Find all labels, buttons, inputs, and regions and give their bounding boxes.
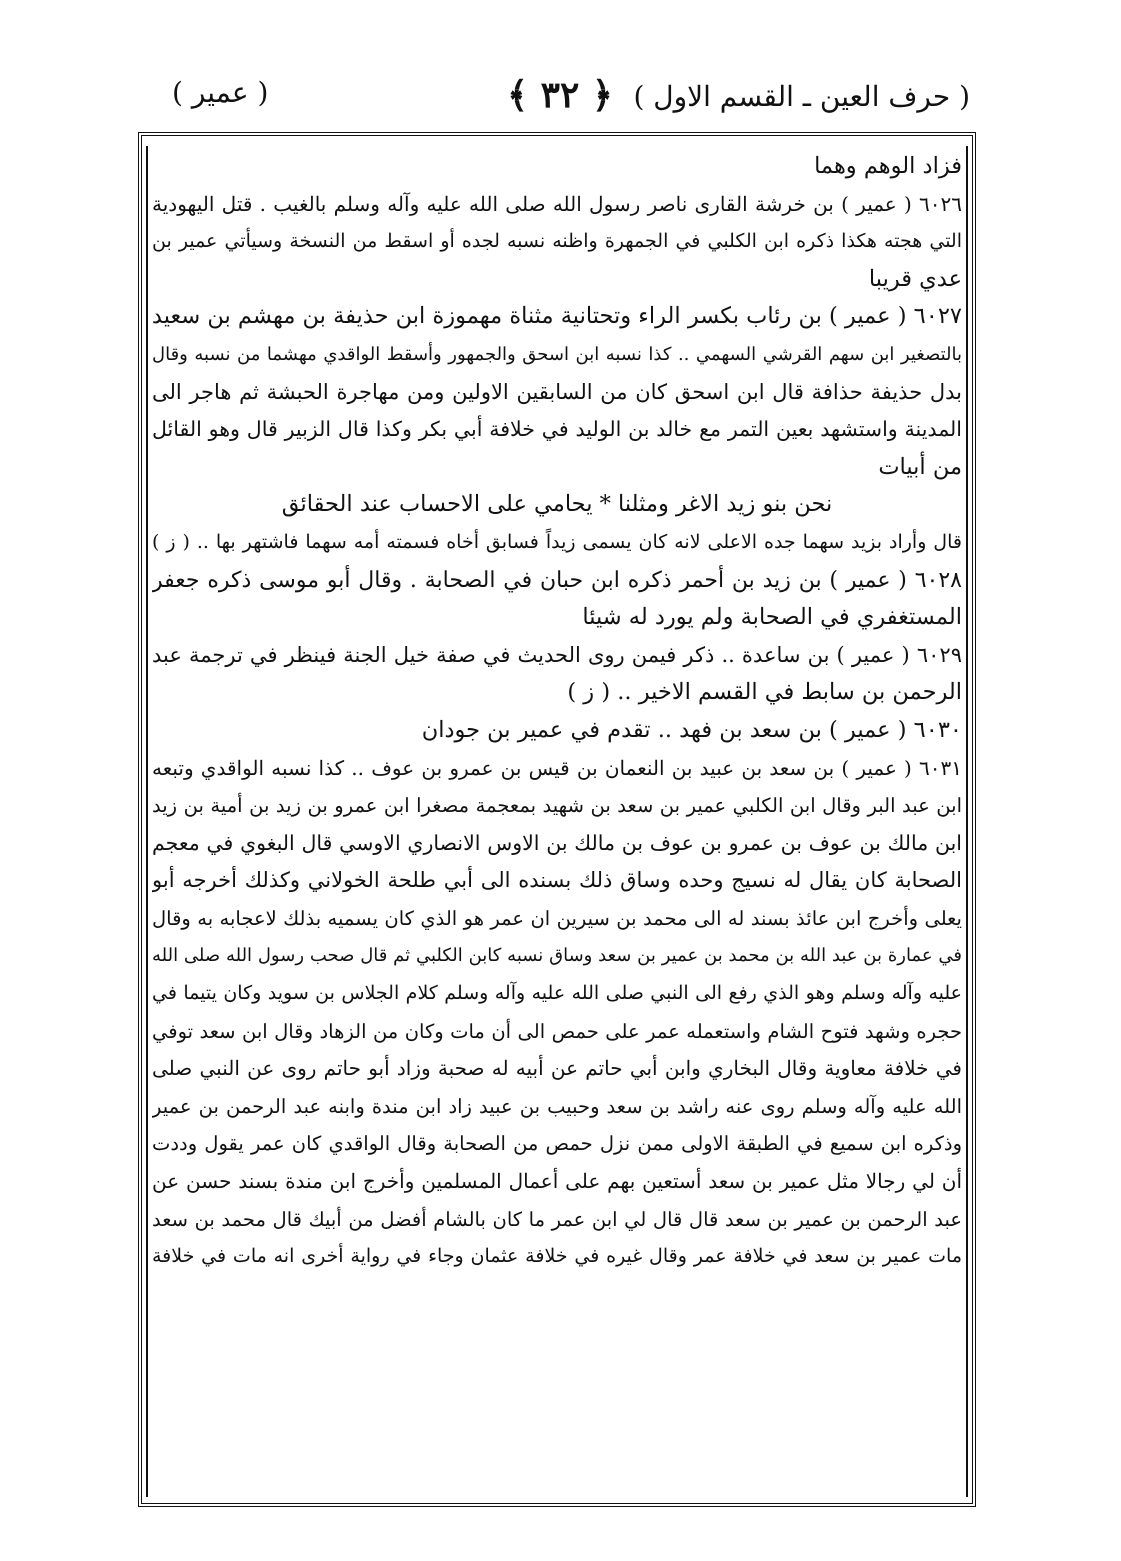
text-line: أن لي رجالا مثل عمير بن سعد أستعين بهم على أعمال المسلمين وأخرج ابن مندة بسند حسن عن [152,1169,962,1194]
page-number: ﴿ ٣٢ ﴾ [507,74,613,116]
text-line: من أبيات [878,453,962,480]
text-line: حجره وشهد فتوح الشام واستعمله عمر على حمص الى أن مات وكان من الزهاد وقال ابن سعد توفي [152,1019,962,1043]
text-line: الله عليه وآله وسلم روى عنه راشد بن سعد وحبيب بن عبيد زاد ابن مندة وابنه عبد الرحمن بن عمير [152,1094,962,1118]
entry-6029: ٦٠٢٩ ( عمير ) بن ساعدة .. ذكر فيمن روى الحديث في صفة خيل الجنة فينظر في ترجمة عبد [152,642,962,667]
entry-6026: ٦٠٢٦ ( عمير ) بن خرشة القارى ناصر رسول الله صلى الله عليه وآله وسلم بالغيب . قتل اليهودية [152,191,962,216]
entry-6027: ٦٠٢٧ ( عمير ) بن رئاب بكسر الراء وتحتانية مثناة مهموزة ابن حذيفة بن مهشم بن سعيد [152,303,962,330]
text-line: المدينة واستشهد بعين التمر مع خالد بن الوليد في خلافة أبي بكر وكذا قال الزبير قال وهو القائل [152,417,962,442]
entry-6030: ٦٠٣٠ ( عمير ) بن سعد بن فهد .. تقدم في عمير بن جودان [421,716,962,743]
text-line: يعلى وأخرج ابن عائذ بسند له الى محمد بن سيرين ان عمر هو الذي كان يسميه بذلك لاعجابه به وقال [152,906,962,930]
text-line: ابن مالك بن عوف بن عمرو بن عوف بن مالك بن الاوس الانصاري الاوسي قال البغوي في معجم [152,830,962,855]
text-line: بدل حذيفة حذافة قال ابن اسحق كان من السابقين الاولين ومن مهاجرة الحبشة ثم هاجر الى [152,379,962,404]
chapter-title: ( حرف العين ـ القسم الاول ) [633,80,970,113]
text-line: التي هجته هكذا ذكره ابن الكلبي في الجمهرة واظنه نسبه لجده أو اسقط من النسخة وسيأتي عمير بن [152,230,962,253]
page-header [150,70,970,120]
entry-6028: ٦٠٢٨ ( عمير ) بن زيد بن أحمر ذكره ابن حبان في الصحابة . وقال أبو موسى ذكره جعفر [152,567,962,593]
text-line: مات عمير بن سعد في خلافة عمر وقال غيره في خلافة عثمان وجاء في رواية أخرى انه مات في خلافة [152,1245,962,1268]
text-line: في خلافة معاوية وقال البخاري وابن أبي حاتم عن أبيه له صحبة وزاد أبو حاتم روى عن النبي صلى [152,1056,962,1081]
text-line: عدي قريبا [868,265,962,292]
page-body [152,148,962,1500]
poetry-verse: نحن بنو زيد الاغر ومثلنا * يحامي على الاحساب عند الحقائق [281,491,833,518]
text-line: قال وأراد بزيد سهما جده الاعلى لانه كان يسمى زيداً فسابق أخاه فسمته أمه سهما فاشتهر بها .. ( ز ) [152,530,962,553]
text-line: بالتصغير ابن سهم القرشي السهمي .. كذا نسبه ابن اسحق والجمهور وأسقط الواقدي مهشما من نسبه وقال [152,343,962,365]
text-line: عبد الرحمن بن عمير بن سعد قال قال لي ابن عمر ما كان بالشام أفضل من أبيك قال محمد بن سعد [152,1207,962,1231]
entry-6031: ٦٠٣١ ( عمير ) بن سعد بن عبيد بن النعمان بن قيس بن عمرو بن عوف .. كذا نسبه الواقدي وتبعه [152,755,962,780]
text-line: الصحابة كان يقال له نسيج وحده وساق ذلك بسنده الى أبي طلحة الخولاني وكذلك أخرجه أبو [152,868,962,893]
text-line: فزاد الوهم وهما [814,153,962,179]
text-line: المستغفري في الصحابة ولم يورد له شيئا [582,604,962,631]
text-line: في عمارة بن عبد الله بن محمد بن عمير بن سعد وساق نسبه كابن الكلبي ثم قال صحب رسول الله صلى الله [152,945,962,967]
text-line: عليه وآله وسلم وهو الذي رفع الى النبي صلى الله عليه وآله وسلم كلام الجلاس بن سويد وكان يتيما في [152,982,962,1005]
text-line: وذكره ابن سميع في الطبقة الاولى ممن نزل حمص من الصحابة وقال الواقدي كان عمر يقول وددت [152,1132,962,1156]
text-line: ابن عبد البر وقال ابن الكلبي عمير بن سعد بن شهيد بمعجمة مصغرا ابن عمرو بن زيد بن أمية بن زيد [152,794,962,818]
text-line: الرحمن بن سابط في القسم الاخير .. ( ز ) [567,679,962,706]
running-head: ( عمير ) [172,76,269,109]
